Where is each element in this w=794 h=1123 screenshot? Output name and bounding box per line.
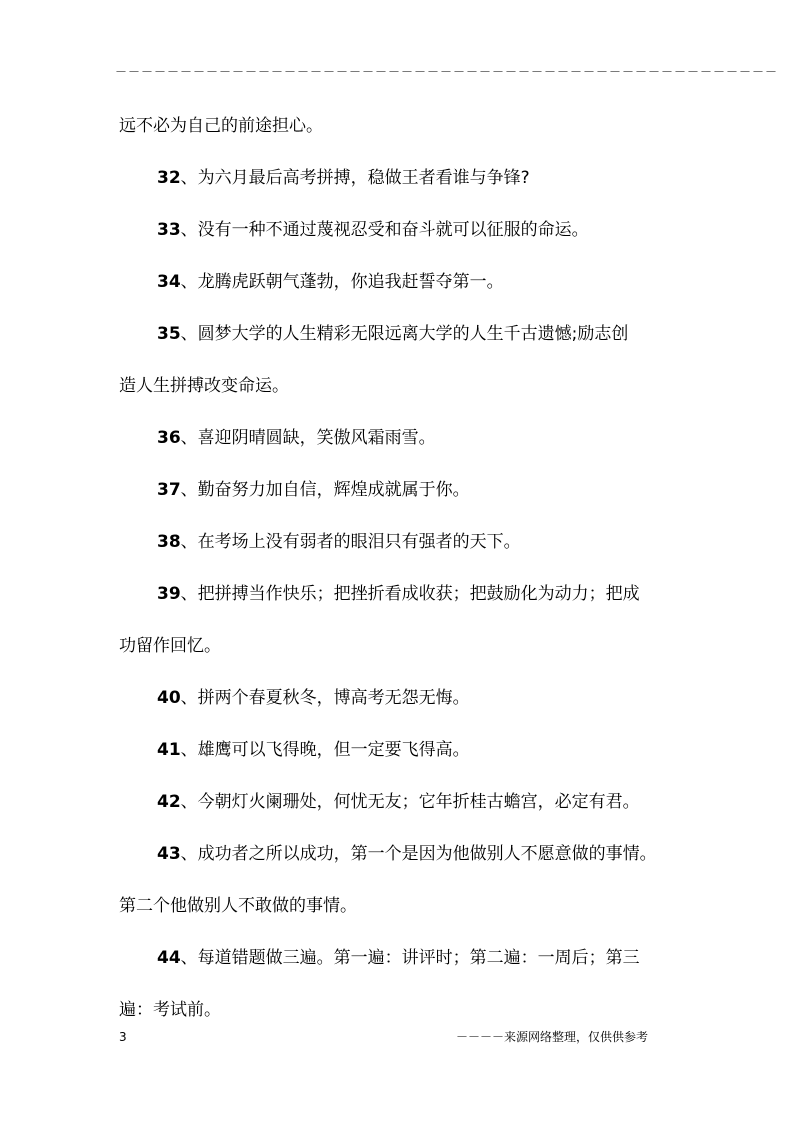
line-text: 、喜迎阴晴圆缺，笑傲风霜雨雪。 — [180, 428, 436, 448]
item-number: 38 — [157, 532, 181, 552]
text-line — [119, 100, 683, 152]
item-number: 34 — [157, 272, 181, 292]
slogan-35-continued — [119, 360, 683, 412]
slogan-34 — [119, 256, 683, 308]
line-text: 第二个他做别人不敢做的事情。 — [119, 896, 357, 916]
line-text: 、勤奋努力加自信，辉煌成就属于你。 — [180, 480, 470, 500]
item-number: 43 — [157, 844, 181, 864]
line-text: 、今朝灯火阑珊处，何忧无友；它年折桂古蟾宫，必定有君。 — [180, 792, 640, 812]
item-number: 44 — [157, 948, 181, 968]
line-text: 遍：考试前。 — [119, 1000, 221, 1020]
line-text: 远不必为自己的前途担心。 — [119, 116, 323, 136]
line-text: 、成功者之所以成功，第一个是因为他做别人不愿意做的事情。 — [180, 844, 657, 864]
item-number: 39 — [157, 584, 181, 604]
slogan-33 — [119, 204, 683, 256]
slogan-44 — [119, 932, 683, 984]
slogan-40 — [119, 672, 683, 724]
slogan-43-continued — [119, 880, 683, 932]
footer-source-note: －－－－来源网络整理，仅供供参考 — [456, 1030, 649, 1044]
item-number: 33 — [157, 220, 181, 240]
slogan-44-continued — [119, 984, 683, 1036]
line-text: 、没有一种不通过蔑视忍受和奋斗就可以征服的命运。 — [180, 220, 589, 240]
line-text: 、每道错题做三遍。第一遍：讲评时；第二遍：一周后；第三 — [180, 948, 640, 968]
header-dashed-rule: －－－－－－－－－－－－－－－－－－－－－－－－－－－－－－－－－－－－－－－－－－－－－－－－－－－ — [115, 65, 779, 79]
slogan-39 — [119, 568, 683, 620]
slogan-37 — [119, 464, 683, 516]
item-number: 36 — [157, 428, 181, 448]
line-text: 、雄鹰可以飞得晚，但一定要飞得高。 — [180, 740, 470, 760]
line-text: 、为六月最后高考拼搏，稳做王者看谁与争锋? — [180, 168, 530, 188]
slogan-39-continued — [119, 620, 683, 672]
slogan-43 — [119, 828, 683, 880]
item-number: 40 — [157, 688, 181, 708]
item-number: 41 — [157, 740, 181, 760]
body-text — [119, 100, 683, 1036]
line-text: 、圆梦大学的人生精彩无限远离大学的人生千古遗憾;励志创 — [180, 324, 629, 344]
item-number: 32 — [157, 168, 181, 188]
slogan-36 — [119, 412, 683, 464]
item-number: 42 — [157, 792, 181, 812]
line-text: 、龙腾虎跃朝气蓬勃，你追我赶誓夺第一。 — [180, 272, 504, 292]
line-text: 、拼两个春夏秋冬，博高考无怨无悔。 — [180, 688, 470, 708]
line-text: 、在考场上没有弱者的眼泪只有强者的天下。 — [180, 532, 521, 552]
slogan-41 — [119, 724, 683, 776]
slogan-42 — [119, 776, 683, 828]
slogan-38 — [119, 516, 683, 568]
line-text: 造人生拼搏改变命运。 — [119, 376, 289, 396]
item-number: 37 — [157, 480, 181, 500]
slogan-35 — [119, 308, 683, 360]
line-text: 、把拼搏当作快乐；把挫折看成收获；把鼓励化为动力；把成 — [180, 584, 640, 604]
page-number: 3 — [119, 1030, 127, 1044]
line-text: 功留作回忆。 — [119, 636, 221, 656]
slogan-32 — [119, 152, 683, 204]
item-number: 35 — [157, 324, 181, 344]
